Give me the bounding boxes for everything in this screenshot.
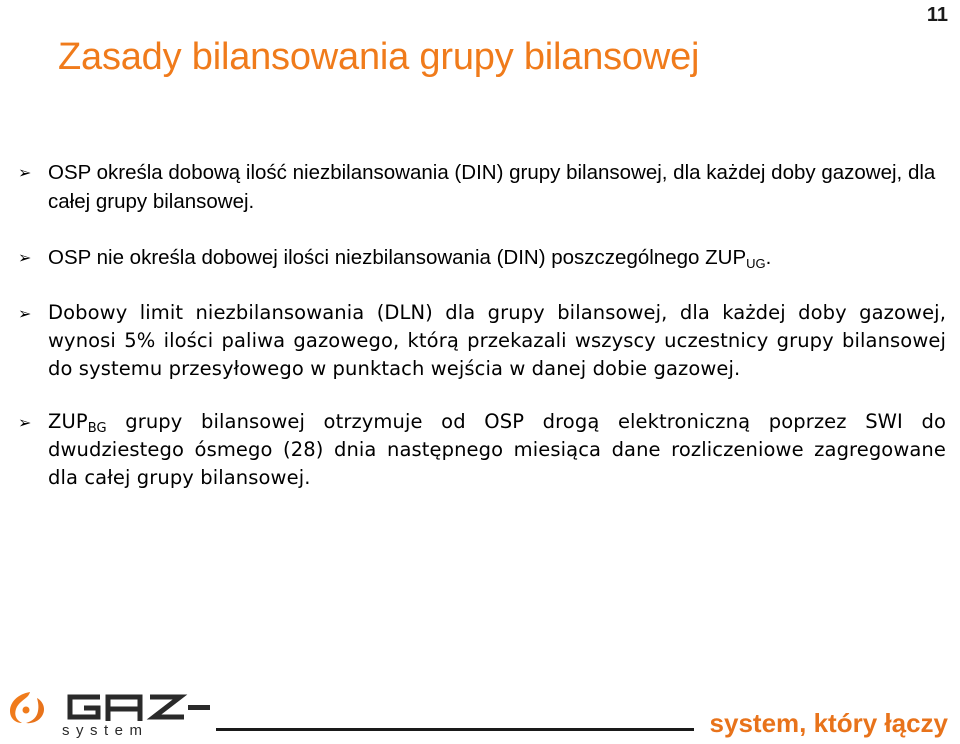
footer-tagline: system, który łączy — [709, 708, 948, 738]
bullet-item — [16, 158, 946, 216]
slide-title: Zasady bilansowania grupy bilansowej — [58, 36, 700, 78]
bullet-list — [16, 158, 946, 492]
bullet-text-tail: . — [765, 246, 772, 269]
arrowhead-bullet-icon: ➢ — [18, 304, 32, 323]
bullet-text: OSP określa dobową ilość niezbilansowania (DIN) grupy bilansowej, dla każdej doby gazowej, dla całej grupy bilansowej. — [48, 161, 936, 213]
bullet-text-tail: grupy bilansowej otrzymuje od OSP drogą elektroniczną poprzez SWI do dwudziestego ósmego (28) dnia następnego miesiąca dane rozliczeniowe zagregowane dla całej grupy bilansowej. — [48, 410, 946, 489]
subscript: UG — [746, 256, 766, 271]
bullet-text — [48, 243, 946, 272]
logo-subtext: system — [62, 722, 149, 739]
bullet-item — [16, 243, 946, 272]
page-number: 11 — [926, 4, 948, 26]
arrowhead-bullet-icon: ➢ — [18, 413, 32, 432]
bullet-item — [16, 299, 946, 383]
subscript: BG — [87, 421, 107, 436]
footer-divider — [216, 728, 694, 731]
bullet-text — [48, 408, 946, 492]
bullet-text-main: OSP nie określa dobowej ilości niezbilansowania (DIN) poszczególnego ZUP — [48, 246, 747, 269]
arrowhead-bullet-icon: ➢ — [18, 248, 32, 267]
bullet-text: Dobowy limit niezbilansowania (DLN) dla grupy bilansowej, dla każdej doby gazowej, wynosi 5% ilości paliwa gazowego, którą przekazali wszyscy uczestnicy grupy bilansowej do systemu przesyłowego w punktach wejścia w danej dobie gazowej. — [48, 301, 946, 380]
bullet-text-main: ZUP — [48, 410, 88, 433]
arrowhead-bullet-icon: ➢ — [18, 163, 32, 182]
bullet-item — [16, 408, 946, 492]
flame-logo-icon — [4, 690, 214, 724]
